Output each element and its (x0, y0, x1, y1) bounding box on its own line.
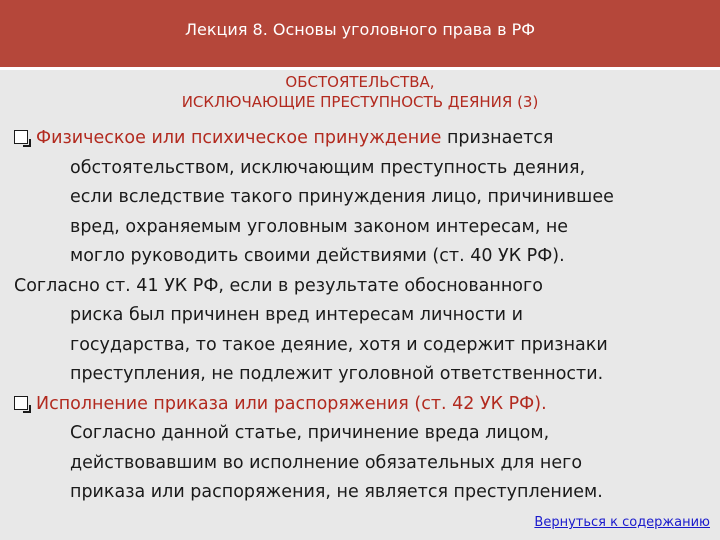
line-text: вред, охраняемым уголовным законом интересам, не (70, 216, 569, 237)
line-text: если вследствие такого принуждения лицо, причинившее (70, 187, 614, 207)
slide-title-line-1: ОБСТОЯТЕЛЬСТВА, (285, 73, 435, 91)
line-text: могло руководить своими действиями (ст. 40 УК РФ). (70, 246, 565, 266)
slide-body (14, 124, 706, 508)
lecture-title: Лекция 8. Основы уголовного права в РФ (185, 20, 535, 39)
line-text: действовавшим во исполнение обязательных для него (70, 452, 583, 473)
paragraph-first-line (14, 390, 706, 420)
header-bar (0, 0, 720, 70)
slide-title-line-2: ИСКЛЮЧАЮЩИЕ ПРЕСТУПНОСТЬ ДЕЯНИЯ (3) (181, 93, 539, 111)
paragraph-order (14, 390, 706, 508)
back-to-contents-link[interactable]: Вернуться к содержанию (534, 515, 710, 530)
checkbox-square-icon (14, 396, 28, 410)
slide-title (0, 72, 720, 112)
paragraph-coercion (14, 124, 706, 272)
line-text: Согласно данной статье, причинение вреда лицом, (70, 423, 550, 443)
highlight-text: Физическое или психическое принуждение (36, 128, 442, 148)
paragraph-first-line (14, 124, 706, 154)
line-text: приказа или распоряжения, не является преступлением. (70, 482, 603, 502)
line-text: государства, то такое деяние, хотя и содержит признаки (70, 334, 608, 355)
line-text: риска был причинен вред интересам личности и (70, 305, 523, 325)
line-text: преступления, не подлежит уголовной ответственности. (70, 364, 604, 384)
highlight-text: Исполнение приказа или распоряжения (ст. 42 УК РФ). (36, 393, 547, 414)
line-text: обстоятельством, исключающим преступность деяния, (70, 157, 586, 178)
line-text: Согласно ст. 41 УК РФ, если в результате обоснованного (14, 275, 543, 296)
checkbox-square-icon (14, 130, 28, 144)
line-text: признается (441, 128, 554, 148)
paragraph-risk (14, 272, 706, 390)
